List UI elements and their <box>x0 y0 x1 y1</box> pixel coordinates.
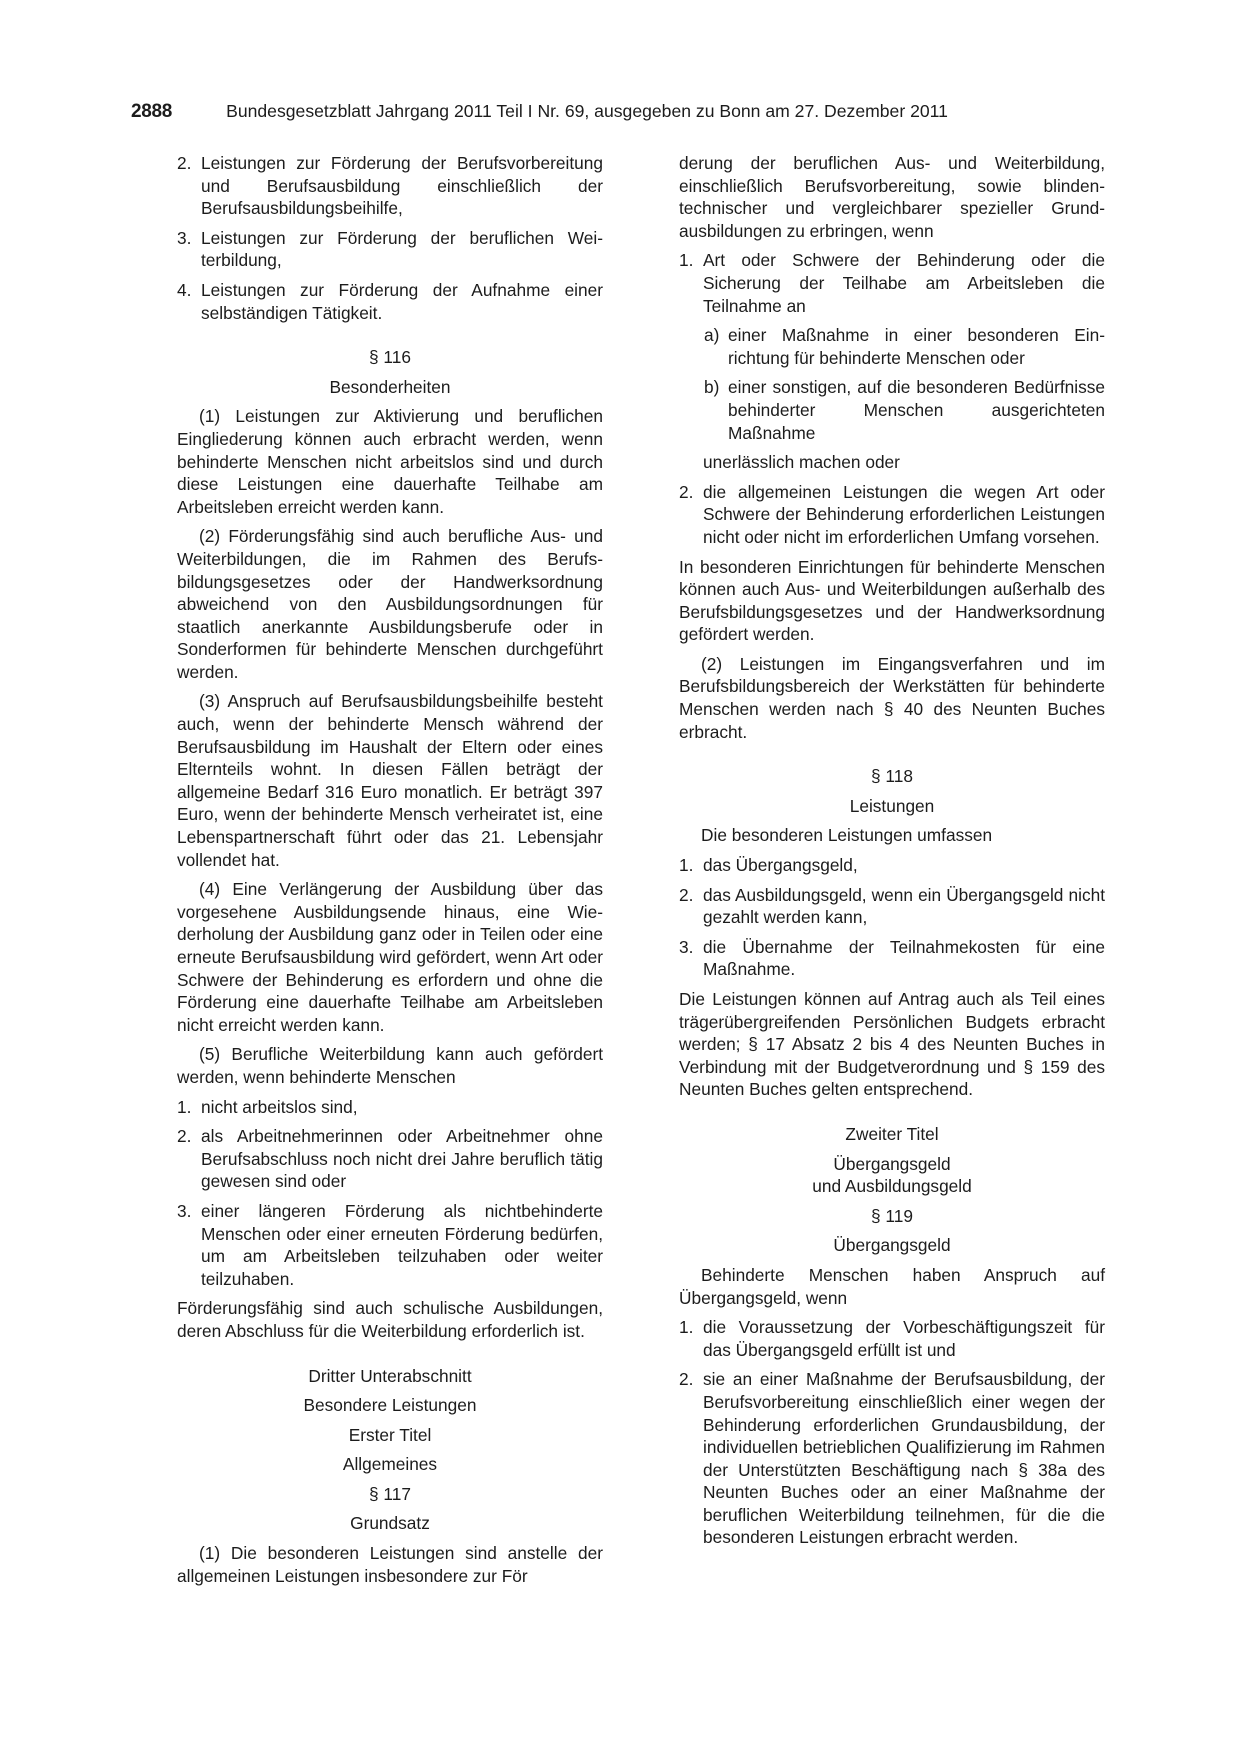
list-item: 3. die Übernahme der Teilnahmekosten für eine Maßnahme. <box>679 936 1105 980</box>
paragraph: Die Leistungen können auf Antrag auch als Teil eines trägerübergreifenden Persönlichen Budgets erbracht werden; § 17 Absatz 2 bis 4 des Neunten Buches in Verbindung mit der Budgetverordnung und § 159 des Neunten Buches gelten entsprechend. <box>679 989 1105 1100</box>
paragraph: (5) Berufliche Weiterbildung kann auch gefördert werden, wenn behinderte Menschen <box>177 1044 603 1087</box>
paragraph: (1) Leistungen zur Aktivierung und beruflichen Eingliederung können auch erbracht werden, wenn behinderte Menschen nicht arbeitslos sind und durch diese Leistungen eine dauerhafte Teilhabe am Arbeitsleben erreicht werden kann. <box>177 406 603 517</box>
paragraph: unerlässlich machen oder <box>703 452 900 473</box>
title-subheading: und Ausbildungsgeld <box>812 1176 972 1197</box>
list-item: 3. Leistungen zur Förderung der beruflichen Weiterbildung, <box>177 227 603 271</box>
list-item: 4. Leistungen zur Förderung der Aufnahme einer selbständigen Tätigkeit. <box>177 279 603 323</box>
section-title: Übergangsgeld <box>833 1235 951 1256</box>
list-item: 1. nicht arbeitslos sind, <box>177 1096 358 1117</box>
title-subheading: Allgemeines <box>342 1454 438 1475</box>
paragraph: (2) Förderungsfähig sind auch berufliche Aus- und Weiterbildungen, die im Rahmen des Berufsbildungsgesetzes oder der Handwerksordnung abweichend von den Ausbildungsordnungen für staatlich anerkannte Ausbildungsberufe oder in Sonderformen für behinderte Menschen durchgeführt werden. <box>177 526 603 682</box>
list-item: 2. das Ausbildungsgeld, wenn ein Übergangsgeld nicht gezahlt werden kann, <box>679 884 1105 928</box>
title-subheading: Übergangsgeld <box>833 1153 951 1174</box>
section-title: Grundsatz <box>350 1513 430 1534</box>
subdivision-subtitle: Besondere Leistungen <box>303 1395 477 1416</box>
paragraph: (1) Die besonderen Leistungen sind anstelle der allgemeinen Leistungen insbesondere zur För <box>177 1543 603 1586</box>
section-number: § 118 <box>871 766 913 787</box>
paragraph: Förderungsfähig sind auch schulische Ausbildungen, deren Abschluss für die Weiterbildung erforderlich ist. <box>177 1298 603 1341</box>
list-item: 1. Art oder Schwere der Behinderung oder die Sicherung der Teilhabe am Arbeitsleben die Teilnahme an <box>679 250 1105 316</box>
section-number: § 116 <box>369 347 411 368</box>
section-title: Leistungen <box>849 795 935 816</box>
subdivision-title: Dritter Unterabschnitt <box>308 1365 472 1386</box>
list-item: 2. als Arbeitnehmerinnen oder Arbeitnehmer ohne Berufsabschluss noch nicht drei Jahre beruflich tätig gewesen sind oder <box>177 1126 603 1192</box>
list-item: 2. Leistungen zur Förderung der Berufsvorbereitung und Berufsausbildung einschließlich der Berufsausbildungsbeihilfe, <box>177 153 603 219</box>
sub-list-item: a) einer Maßnahme in einer besonderen Einrichtung für behinderte Menschen oder <box>704 325 1105 368</box>
list-item: 2. die allgemeinen Leistungen die wegen Art oder Schwere der Behinderung erforderlichen Leistungen nicht oder nicht im erforderlichen Umfang vorsehen. <box>679 481 1105 547</box>
list-item: 2. sie an einer Maßnahme der Berufsausbildung, der Berufsvorbereitung einschließlich einer wegen der Behinderung erforderlichen Grundausbildung, der individuellen betrieblichen Qualifizierung im Rahmen der Unterstützten Beschäftigung nach § 38a des Neunten Buches oder an einer Maßnahme der beruflichen Weiterbildung teilnehmen, für die die besonderen Leistungen erbracht werden. <box>679 1369 1105 1548</box>
list-item: 1. die Voraussetzung der Vorbeschäftigungszeit für das Übergangsgeld erfüllt ist und <box>679 1317 1105 1360</box>
paragraph: (3) Anspruch auf Berufsausbildungsbeihilfe besteht auch, wenn der behinderte Mensch während der Berufsausbildung im Haushalt der Eltern oder eines Elternteils wohnt. In diesen Fällen beträgt der allgemeine Bedarf 316 Euro monatlich. Er beträgt 397 Euro, wenn der behinderte Mensch verheiratet ist, eine Lebenspartnerschaft führt oder das 21. Lebensjahr vollendet hat. <box>177 691 603 870</box>
title-heading: Zweiter Titel <box>845 1123 939 1144</box>
section-number: § 119 <box>871 1205 913 1226</box>
paragraph: Behinderte Menschen haben Anspruch auf Übergangsgeld, wenn <box>679 1264 1105 1308</box>
paragraph: (2) Leistungen im Eingangsverfahren und im Berufsbildungsbereich der Werkstätten für behinderte Menschen werden nach § 40 des Neunten Buches erbracht. <box>679 653 1105 742</box>
gazette-title: Bundesgesetzblatt Jahrgang 2011 Teil I Nr. 69, ausgegeben zu Bonn am 27. Dezember 2011 <box>226 101 948 121</box>
paragraph: Die besonderen Leistungen umfassen <box>701 825 993 846</box>
paragraph: (4) Eine Verlängerung der Ausbildung über das vorgesehene Ausbildungsende hinaus, eine Wiederholung der Ausbildung ganz oder in Teilen oder eine erneute Berufsausbildung wird gefördert, wenn Art oder Schwere der Behinderung es erfordern und ohne die Förderung eine dauerhafte Teilhabe am Arbeitsleben nicht erreicht werden kann. <box>177 879 603 1035</box>
list-item: 1. das Übergangsgeld, <box>679 855 858 876</box>
list-item: 3. einer längeren Förderung als nichtbehinderte Menschen oder einer erneuten Förderung bedürfen, um am Arbeitsleben teilzuhaben oder weiter teilzuhaben. <box>177 1200 603 1289</box>
section-title: Besonderheiten <box>329 376 451 397</box>
page-header <box>131 99 1111 124</box>
page-number: 2888 <box>131 101 173 122</box>
sub-list-item: b) einer sonstigen, auf die besonderen Bedürfnisse behinderter Menschen ausgerichteten Maßnahme <box>704 377 1105 443</box>
paragraph: In besonderen Einrichtungen für behinderte Menschen können auch Aus- und Weiterbildungen außerhalb des Berufsbildungsgesetzes und der Handwerksordnung gefördert werden. <box>679 556 1105 645</box>
section-number: § 117 <box>369 1483 411 1504</box>
left-column <box>177 152 603 1594</box>
right-column <box>679 152 1105 1556</box>
title-heading: Erster Titel <box>348 1424 432 1445</box>
paragraph: derung der beruflichen Aus- und Weiterbildung, einschließlich Berufsvorbereitung, sowie blindentechnischer und vergleichbarer spezieller Grundausbildungen zu erbringen, wenn <box>679 153 1105 241</box>
